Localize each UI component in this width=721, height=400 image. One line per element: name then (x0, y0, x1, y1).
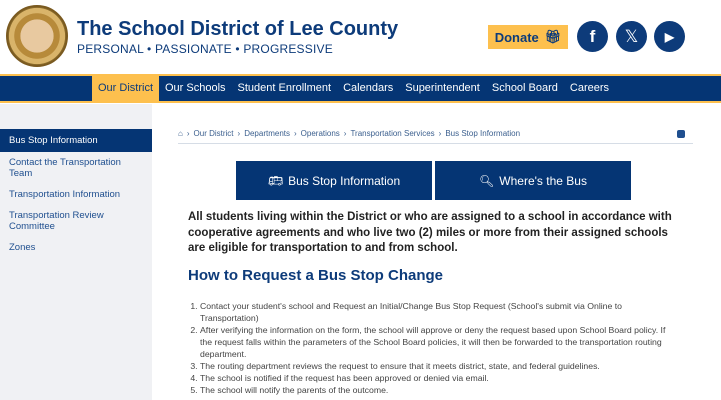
breadcrumb-current: Bus Stop Information (445, 129, 521, 138)
gift-icon: 🎁︎ (544, 29, 562, 44)
steps-list (200, 300, 675, 396)
donate-button[interactable] (488, 25, 568, 49)
search-icon: 🔍︎ (479, 173, 495, 188)
section-heading: How to Request a Bus Stop Change (188, 267, 444, 284)
bus-stop-label: Bus Stop Information (288, 173, 401, 188)
nav-careers[interactable]: Careers (569, 82, 610, 94)
youtube-icon[interactable]: ▶ (654, 21, 685, 52)
breadcrumb-departments[interactable]: Departments (244, 129, 290, 138)
nav-student-enrollment[interactable]: Student Enrollment (237, 82, 332, 94)
list-item: 2. After verifying the information on the form, the school will approve or deny the request based upon School Board policy. If the request falls within the parameters of the School Board policies, it will then be forwarded to the transportation routing department. (200, 324, 675, 360)
facebook-icon[interactable]: f (577, 21, 608, 52)
list-item: 5. The school will notify the parents of the outcome. (200, 384, 675, 396)
site-header (0, 0, 721, 74)
site-title[interactable]: The School District of Lee County (77, 18, 399, 40)
nav-school-board[interactable]: School Board (491, 82, 558, 94)
nav-our-schools[interactable]: Our Schools (165, 82, 226, 94)
nav-calendars[interactable]: Calendars (343, 82, 394, 94)
home-icon[interactable]: ⌂ (178, 129, 183, 138)
sidebar-item-transportation-information[interactable]: Transportation Information (9, 189, 121, 200)
district-seal-logo[interactable] (6, 5, 68, 67)
donate-label: Donate (494, 29, 539, 45)
main-nav (0, 74, 721, 103)
list-item: 1. Contact your student's school and Request an Initial/Change Bus Stop Request (School's submit via Online to Transportation) (200, 300, 675, 324)
nav-superintendent[interactable]: Superintendent (405, 82, 480, 94)
bus-icon: 🚌︎ (267, 173, 284, 188)
breadcrumb-our-district[interactable]: Our District (193, 129, 234, 138)
list-item: 3. The routing department reviews the request to ensure that it meets district, state, and federal guidelines. (200, 360, 675, 372)
sidebar-item-contact-team[interactable]: Contact the Transportation Team (9, 157, 121, 179)
nav-our-district[interactable]: Our District (92, 76, 159, 101)
wheres-the-bus-button[interactable] (435, 161, 631, 200)
breadcrumb-transportation-services[interactable]: Transportation Services (350, 129, 435, 138)
sidebar (0, 104, 152, 400)
x-twitter-icon[interactable]: 𝕏 (616, 21, 647, 52)
sidebar-item-bus-stop-information[interactable]: Bus Stop Information (0, 129, 152, 152)
breadcrumb: ⌂ › Our District › Departments › Operations › Transportation Services › Bus Stop Information (178, 129, 693, 144)
sidebar-item-review-committee[interactable]: Transportation Review Committee (9, 210, 104, 232)
bus-stop-information-button[interactable] (236, 161, 432, 200)
list-item: 4. The school is notified if the request has been approved or denied via email. (200, 372, 675, 384)
share-icon[interactable] (677, 130, 685, 138)
breadcrumb-operations[interactable]: Operations (300, 129, 340, 138)
site-tagline: PERSONAL • PASSIONATE • PROGRESSIVE (77, 42, 333, 56)
eligibility-intro: All students living within the District or who are assigned to a school in accordance with cooperative agreements and who live two (2) miles or more from their assigned schools are eligible for transportation to and from school. (188, 211, 672, 254)
wheres-bus-label: Where's the Bus (499, 173, 587, 188)
sidebar-item-zones[interactable]: Zones (9, 242, 36, 253)
